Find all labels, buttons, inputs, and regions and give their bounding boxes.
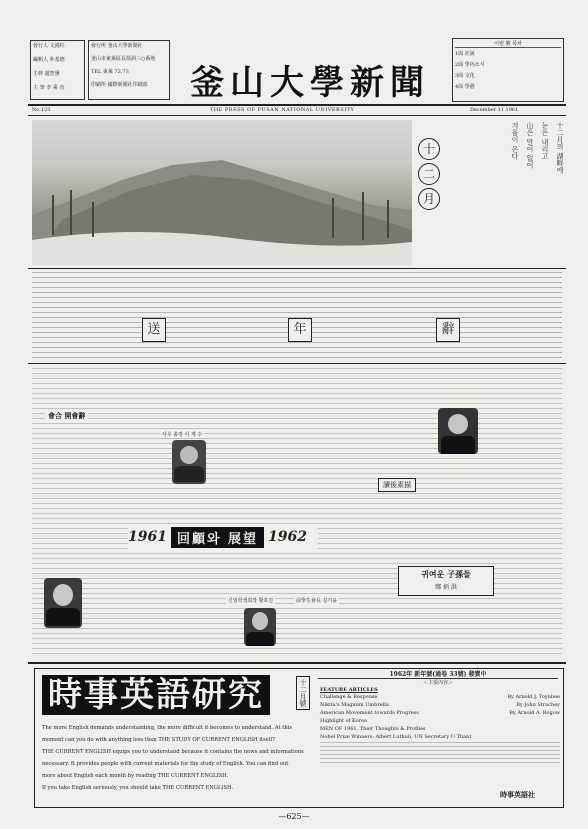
- advert-item-title: Nobel Prize Winners: Albert Luthuli, UN Secretary U Thant: [320, 734, 472, 740]
- advert-item: [320, 702, 560, 708]
- advert-header: 1962年 新年號(通卷 33號) 發賣中: [318, 672, 558, 679]
- portrait-caption: 신임학생회장 황호진: [228, 598, 274, 604]
- winter-landscape-photo: [32, 120, 412, 265]
- advert-item: [320, 726, 560, 732]
- advert-body-line: If you take English seriously, you should take THE CURRENT ENGLISH.: [42, 785, 234, 791]
- advert-item-title: Nikita's Magnum Umbrella: [320, 702, 389, 708]
- advert-item: [320, 710, 560, 716]
- advert-item-title: MEN OF 1961, Their Thoughts & Profiles: [320, 726, 426, 732]
- advert-item: [320, 694, 560, 700]
- advert-body: [42, 722, 314, 794]
- staff-line: 主 筆 李 乘 直: [33, 85, 65, 91]
- publisher-box: [88, 40, 170, 100]
- advert-publisher: 時事英語社: [500, 790, 535, 799]
- advert-title-text: 時事英語研究: [42, 675, 270, 715]
- advert-side-label: 十二月號: [296, 676, 310, 710]
- advert-body-line: THE CURRENT ENGLISH equips you to understand because it contains the news and informations: [42, 749, 304, 755]
- publisher-line: TEL 東萊 72,73: [91, 69, 129, 75]
- staff-line: 主幹 趙智熏: [33, 71, 60, 77]
- editorial-text-block: [32, 272, 562, 360]
- article-columns-bg: [32, 368, 562, 658]
- portrait-caption: 사우 총장 이 재 수: [162, 432, 203, 438]
- portrait-student: [438, 408, 478, 454]
- advert-body-line: more about English each month by reading THE CURRENT ENGLISH.: [42, 773, 229, 779]
- advert-item-author: By Arnold A. Rogow: [509, 710, 560, 716]
- portrait-council: [244, 608, 276, 646]
- banner-year-right: 1962: [268, 529, 308, 545]
- month-char: 二: [418, 163, 440, 185]
- banner-title: 回顧와 展望: [171, 527, 264, 548]
- advert-contents-label: ＜主要內容＞: [422, 680, 453, 686]
- banner-year-left: 1961: [128, 529, 167, 545]
- publisher-line: 印刷所 國際新聞社印刷部: [91, 82, 148, 88]
- advert-feature-label: FEATURE ARTICLES: [320, 687, 378, 693]
- poem-line: 十二月의 湖畔에: [556, 122, 564, 174]
- column-title: 귀여운 子孫들: [421, 569, 471, 579]
- review-banner: [128, 524, 318, 550]
- advert-item: [320, 718, 560, 724]
- poem-line: 山은 말이 없어: [526, 122, 534, 169]
- staff-line: 編輯人 朴基德: [33, 57, 65, 63]
- issue-number: No.123: [32, 107, 51, 113]
- month-char: 十: [418, 138, 440, 160]
- advert-title: [42, 675, 270, 715]
- contents-line: 2面 學內소식: [455, 62, 485, 68]
- masthead-title: 釜山大學新聞: [190, 63, 430, 103]
- portrait-left: [44, 578, 82, 628]
- poem-line: 겨울이 온다: [511, 122, 519, 160]
- hero-month-label: [418, 138, 444, 210]
- staff-line: 發行人 文鴻柱: [33, 43, 65, 49]
- advert-contents-list: [320, 694, 560, 764]
- issue-date: December 11 1961: [470, 107, 519, 113]
- advert-item-title: Challenge & Response: [320, 694, 378, 700]
- contents-line: 1面 社說: [455, 51, 475, 57]
- advert-body-line: The more English demands understanding, the more difficult it becomes to understand. At this: [42, 725, 293, 731]
- column-title-box: [398, 566, 494, 596]
- editorial-banner-1: 送: [142, 318, 166, 342]
- masthead-subtitle: THE PRESS OF PUSAN NATIONAL UNIVERSITY: [210, 107, 355, 113]
- advert-body-line: moment can you do with anything less than THE STUDY OF CURRENT ENGLISH itself?: [42, 737, 276, 743]
- advert-item-title: American Movement towards Progress: [320, 710, 419, 716]
- boxed-label: 讀後素描: [378, 478, 416, 492]
- contents-line: 3面 文化: [455, 73, 475, 79]
- portrait-president: [172, 440, 206, 484]
- contents-line: 4面 學藝: [455, 84, 475, 90]
- publisher-line: 釜山市東萊區長箭洞三○番地: [91, 56, 156, 62]
- advert-body-line: necessary. It provides people with current materials for the study of English. You can find out: [42, 761, 289, 767]
- month-char: 月: [418, 188, 440, 210]
- hero-poem: [450, 122, 565, 262]
- advert-item-author: By Arnold J. Toynbee: [507, 694, 560, 700]
- editorial-banner-2: 年: [288, 318, 312, 342]
- staff-box: [30, 40, 85, 100]
- advert-item-author: By John Strachey: [516, 702, 560, 708]
- portrait-caption: 前學生會長 김기윤: [296, 598, 338, 604]
- editorial-banner-3: 辭: [436, 318, 460, 342]
- poem-line: 눈은 내리고: [541, 122, 549, 160]
- advert-item-title: Highlight of Korea: [320, 718, 367, 724]
- page-number: —625—: [278, 812, 310, 821]
- contents-title: 이번 號 목차: [455, 41, 561, 48]
- column-author: 鄭 炳 洪: [435, 584, 457, 591]
- publisher-line: 發行所 釜山大學新聞社: [91, 43, 143, 49]
- landscape-illustration: [32, 120, 412, 265]
- contents-box: [452, 38, 564, 102]
- advert-item: [320, 734, 560, 740]
- section-heading: 會合 開會辭: [45, 410, 88, 422]
